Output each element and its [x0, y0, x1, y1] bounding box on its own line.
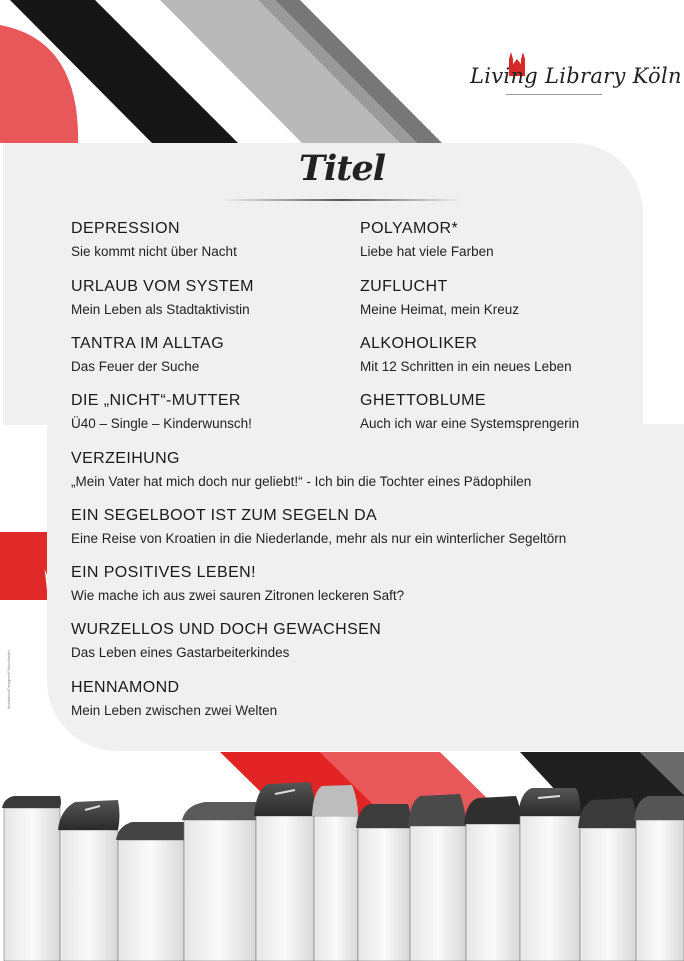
list-item [360, 277, 519, 319]
item-title: GHETTOBLUME [360, 392, 486, 409]
list-item [71, 620, 381, 662]
item-subtitle: Das Feuer der Suche [71, 359, 200, 374]
item-title: HENNAMOND [71, 679, 180, 696]
item-title: ZUFLUCHT [360, 278, 448, 295]
list-item [71, 334, 224, 376]
list-item [71, 391, 252, 433]
list-item [71, 506, 566, 548]
item-title: EIN SEGELBOOT IST ZUM SEGELN DA [71, 507, 378, 524]
item-subtitle: Mein Leben zwischen zwei Welten [71, 703, 278, 718]
list-item [71, 219, 237, 261]
list-item [71, 449, 531, 491]
item-title: URLAUB VOM SYSTEM [71, 278, 254, 295]
item-subtitle: Meine Heimat, mein Kreuz [360, 302, 520, 317]
books-illustration [0, 770, 684, 961]
item-title: EIN POSITIVES LEBEN! [71, 564, 256, 581]
item-title: POLYAMOR* [360, 220, 459, 237]
living-library-logo [466, 50, 682, 102]
item-subtitle: „Mein Vater hat mich doch nur geliebt!“ - Ich bin die Tochter eines Pädophilen [71, 474, 532, 489]
item-subtitle: Das Leben eines Gastarbeiterkindes [71, 645, 290, 660]
logo-underline [506, 94, 602, 95]
item-subtitle: Sie kommt nicht über Nacht [71, 244, 237, 259]
item-subtitle: Liebe hat viele Farben [360, 244, 494, 259]
item-title: DIE „NICHT“-MUTTER [71, 392, 241, 409]
item-subtitle: Eine Reise von Kroatien in die Niederlande, mehr als nur ein winterlicher Segeltörn [71, 531, 567, 546]
item-subtitle: Wie mache ich aus zwei sauren Zitronen leckeren Saft? [71, 588, 405, 603]
side-credit: Illustration/Designer/Photo/Atelier [6, 650, 11, 710]
item-subtitle: Ü40 – Single – Kinderwunsch! [71, 416, 252, 431]
title-divider [222, 199, 462, 201]
item-title: VERZEIHUNG [71, 450, 180, 467]
page-title: Titel [298, 148, 386, 189]
item-subtitle: Auch ich war eine Systemsprengerin [360, 416, 580, 431]
item-title: WURZELLOS UND DOCH GEWACHSEN [71, 621, 382, 638]
item-title: ALKOHOLIKER [360, 335, 478, 352]
item-subtitle: Mein Leben als Stadtaktivistin [71, 302, 250, 317]
item-subtitle: Mit 12 Schritten in ein neues Leben [360, 359, 572, 374]
list-item [71, 277, 254, 319]
list-item [71, 563, 404, 605]
list-item [360, 334, 572, 376]
list-item [360, 219, 494, 261]
logo-text: Living Library Köln [470, 64, 682, 88]
item-title: DEPRESSION [71, 220, 180, 237]
list-item [71, 678, 277, 720]
list-item [360, 391, 579, 433]
item-title: TANTRA IM ALLTAG [71, 335, 225, 352]
